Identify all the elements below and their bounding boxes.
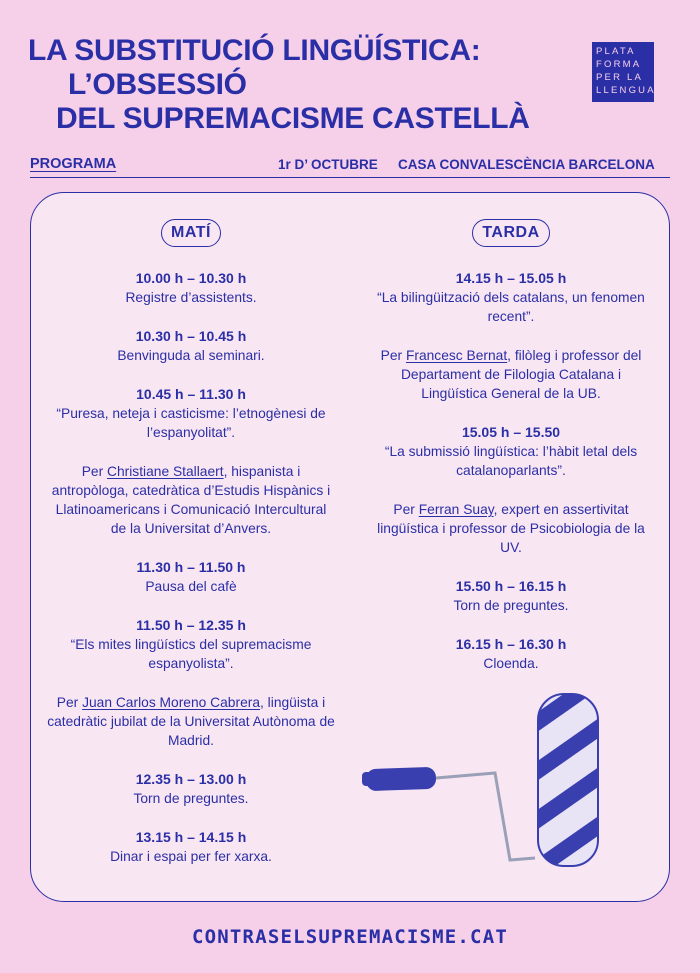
tarda-column xyxy=(351,193,671,693)
schedule-description: Torn de preguntes. xyxy=(133,791,249,806)
schedule-time: 15.05 h – 15.50 xyxy=(461,424,561,440)
schedule-description: Dinar i espai per fer xarxa. xyxy=(110,849,272,864)
schedule-item xyxy=(351,346,671,403)
logo-line: LLENGUA xyxy=(596,85,656,96)
mati-column xyxy=(31,193,351,886)
schedule-item xyxy=(351,423,671,480)
speaker-name: Francesc Bernat xyxy=(405,348,508,363)
schedule-item xyxy=(31,327,351,365)
mati-heading: MATÍ xyxy=(161,219,221,247)
title-line-3: DEL SUPREMACISME CASTELLÀ xyxy=(56,102,530,135)
schedule-item xyxy=(351,635,671,673)
mati-blocks xyxy=(31,269,351,866)
schedule-item xyxy=(351,269,671,326)
logo-line: FORMA xyxy=(596,59,642,70)
speaker-bio xyxy=(47,693,335,750)
plataforma-per-la-llengua-logo xyxy=(592,42,654,102)
schedule-description: Benvinguda al seminari. xyxy=(117,348,265,363)
schedule-time: 10.30 h – 10.45 h xyxy=(135,328,247,344)
schedule-description: Cloenda. xyxy=(483,656,539,671)
speaker-description: , filòleg i professor del Departament de Filologia Catalana i Lingüística General de la UB. xyxy=(400,348,642,401)
title-line-1: LA SUBSTITUCIÓ LINGÜÍSTICA: xyxy=(28,34,481,67)
speaker-prefix: Per xyxy=(56,695,83,710)
speaker-description: , expert en assertivitat lingüística i professor de Psicobiologia de la UV. xyxy=(377,502,645,555)
schedule-description: Torn de preguntes. xyxy=(453,598,569,613)
schedule-time: 11.30 h – 11.50 h xyxy=(136,559,246,575)
speaker-bio xyxy=(47,462,335,538)
schedule-item xyxy=(31,693,351,750)
schedule-description: “La bilingüització dels catalans, un fenomen recent”. xyxy=(377,290,645,324)
speaker-bio xyxy=(367,500,655,557)
schedule-time: 10.00 h – 10.30 h xyxy=(135,270,247,286)
schedule-time: 16.15 h – 16.30 h xyxy=(455,636,567,652)
schedule-time: 11.50 h – 12.35 h xyxy=(136,617,246,633)
speaker-name: Christiane Stallaert xyxy=(107,464,224,479)
speaker-prefix: Per xyxy=(393,502,419,517)
footer-url: CONTRASELSUPREMACISME.CAT xyxy=(192,926,508,948)
info-bar xyxy=(30,156,670,178)
schedule-time: 14.15 h – 15.05 h xyxy=(455,270,567,286)
schedule-item xyxy=(31,269,351,307)
speaker-prefix: Per xyxy=(380,348,406,363)
paint-roller-icon xyxy=(360,690,610,880)
schedule-item xyxy=(31,828,351,866)
speaker-prefix: Per xyxy=(81,464,108,479)
schedule-description: Registre d’assistents. xyxy=(125,290,257,305)
schedule-time: 12.35 h – 13.00 h xyxy=(135,771,247,787)
schedule-description: “La submissió lingüística: l’hàbit letal dels catalanoparlants”. xyxy=(384,444,638,478)
speaker-name: Juan Carlos Moreno Cabrera xyxy=(82,695,261,710)
schedule-item xyxy=(351,577,671,615)
schedule-time: 15.50 h – 16.15 h xyxy=(455,578,567,594)
schedule-item xyxy=(31,385,351,442)
schedule-item xyxy=(351,500,671,557)
schedule-description: “Puresa, neteja i casticisme: l’etnogènesi de l’espanyolitat”. xyxy=(56,406,326,440)
speaker-description: , hispanista i antropòloga, catedràtica d’Estudis Hispànics i Llatinoamericans i Comunicació Intercultural de la Universitat d’Anvers. xyxy=(51,464,331,536)
event-venue: CASA CONVALESCÈNCIA BARCELONA xyxy=(398,157,655,172)
schedule-description: Pausa del cafè xyxy=(145,579,237,594)
speaker-name: Ferran Suay xyxy=(418,502,494,517)
schedule-item xyxy=(31,616,351,673)
speaker-bio xyxy=(367,346,655,403)
logo-line: PER LA xyxy=(596,72,643,83)
schedule-description: “Els mites lingüístics del supremacisme espanyolista”. xyxy=(70,637,312,671)
schedule-item xyxy=(31,558,351,596)
tarda-heading: TARDA xyxy=(472,219,549,247)
schedule-time: 13.15 h – 14.15 h xyxy=(135,829,247,845)
event-date: 1r D’ OCTUBRE xyxy=(278,157,378,172)
schedule-item xyxy=(31,462,351,538)
programa-label: PROGRAMA xyxy=(30,156,117,172)
title-line-2: L’OBSESSIÓ xyxy=(68,68,247,101)
schedule-item xyxy=(31,770,351,808)
speaker-description: , lingüista i catedràtic jubilat de la Universitat Autònoma de Madrid. xyxy=(47,695,335,748)
tarda-blocks xyxy=(351,269,671,673)
page-title xyxy=(28,34,530,136)
schedule-time: 10.45 h – 11.30 h xyxy=(136,386,246,402)
logo-line: PLATA xyxy=(596,46,636,57)
